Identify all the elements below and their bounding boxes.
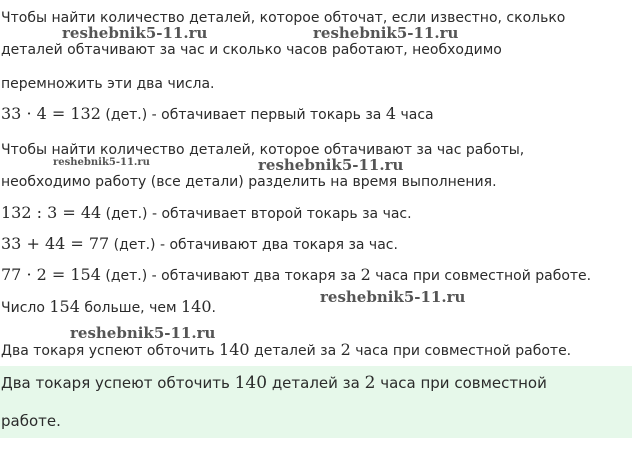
paragraph-line: деталей обтачивают за час и сколько часов работают, необходимо bbox=[1, 42, 502, 58]
math-number: 154 bbox=[49, 297, 80, 316]
paragraph-line: Чтобы найти количество деталей, которое обточат, если известно, сколько bbox=[1, 10, 566, 26]
watermark: reshebnik5-11.ru bbox=[320, 288, 466, 306]
equation-text: (дет.) - обтачивают два токаря за час. bbox=[109, 237, 398, 253]
equation-line bbox=[1, 104, 434, 125]
equation-text: часа bbox=[396, 107, 434, 123]
math-expression: 77 · 2 = 154 bbox=[1, 265, 101, 284]
math-number: 2 bbox=[364, 373, 376, 393]
math-number: 140 bbox=[234, 373, 268, 393]
paragraph-line: перемножить эти два числа. bbox=[1, 76, 215, 92]
watermark: reshebnik5-11.ru bbox=[70, 324, 216, 342]
conclusion-text: Два токаря успеют обточить bbox=[1, 343, 220, 359]
conclusion-text: деталей за bbox=[249, 343, 341, 359]
math-number: 4 bbox=[385, 104, 397, 123]
math-expression: 132 : 3 = 44 bbox=[1, 203, 102, 222]
watermark: reshebnik5-11.ru bbox=[313, 24, 459, 42]
equation-line bbox=[1, 265, 591, 286]
equation-text: (дет.) - обтачивает второй токарь за час. bbox=[101, 206, 412, 222]
math-number: 2 bbox=[360, 265, 371, 284]
watermark: reshebnik5-11.ru bbox=[53, 157, 150, 168]
math-number: 140 bbox=[219, 340, 250, 359]
equation-text: часа при совместной работе. bbox=[370, 268, 592, 284]
math-number: 2 bbox=[340, 340, 351, 359]
conclusion-text: часа при совместной работе. bbox=[350, 343, 572, 359]
equation-line bbox=[1, 203, 412, 224]
math-expression: 33 + 44 = 77 bbox=[1, 234, 110, 253]
math-expression: 33 · 4 = 132 bbox=[1, 104, 101, 123]
conclusion-line bbox=[1, 340, 571, 361]
answer-block bbox=[0, 366, 632, 438]
equation-line bbox=[1, 234, 398, 255]
comparison-text: больше, чем bbox=[79, 300, 181, 316]
answer-text: часа при совместной bbox=[375, 374, 547, 392]
answer-text: Два токаря успеют обточить bbox=[1, 374, 235, 392]
comparison-text: . bbox=[211, 300, 216, 316]
paragraph-line: Чтобы найти количество деталей, которое обтачивают за час работы, bbox=[1, 142, 525, 158]
comparison-text: Число bbox=[1, 300, 50, 316]
comparison-line bbox=[1, 297, 216, 318]
equation-text: (дет.) - обтачивает первый токарь за bbox=[100, 107, 386, 123]
paragraph-line: необходимо работу (все детали) разделить на время выполнения. bbox=[1, 174, 497, 190]
answer-text: деталей за bbox=[267, 374, 365, 392]
answer-line bbox=[1, 372, 547, 394]
equation-text: (дет.) - обтачивают два токаря за bbox=[100, 268, 361, 284]
answer-line: работе. bbox=[1, 412, 61, 430]
watermark: reshebnik5-11.ru bbox=[258, 156, 404, 174]
math-number: 140 bbox=[180, 297, 212, 316]
watermark: reshebnik5-11.ru bbox=[62, 24, 208, 42]
